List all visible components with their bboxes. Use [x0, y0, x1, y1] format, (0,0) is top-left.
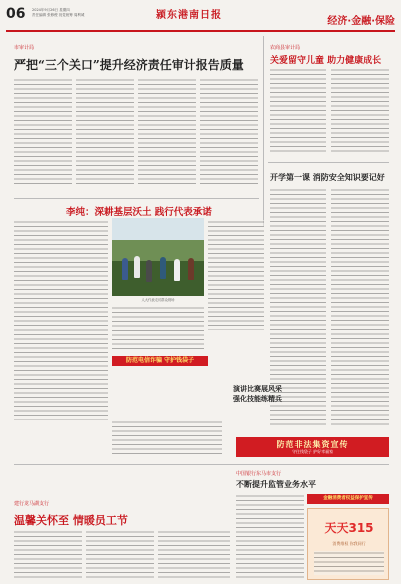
photo-caption: 人大代表走访群众现场: [141, 298, 175, 302]
lichuan-body-col1: [14, 220, 108, 420]
lichuan-headline: 李纯：深耕基层沃土 践行代表承诺: [66, 207, 212, 218]
column-divider: [263, 36, 264, 226]
photo-banner: 防范电信诈骗 守护钱袋子: [112, 356, 208, 366]
header-rule: [6, 30, 395, 32]
issue-date: 2024年9月26日 星期四: [32, 8, 70, 12]
page-number: 06: [6, 6, 26, 22]
person-figure: [134, 256, 140, 278]
notice-subtitle: 守住钱袋子 护好幸福家: [291, 449, 334, 454]
lichuan-body-col2: [112, 306, 204, 352]
lichuan-body-col3: [208, 220, 264, 330]
branch-body-col2: [86, 530, 154, 580]
consumer-rights-ad: [307, 508, 389, 580]
consumer-rights-strip: 金融消费者权益保护宣传: [307, 494, 389, 504]
kids-headline: 关爱留守儿童 助力健康成长: [270, 56, 382, 66]
audit-body-col4: [200, 78, 258, 184]
kids-kicker: 农商县审计局: [270, 45, 301, 51]
speech-headline-2: 强化技能练精兵: [233, 394, 282, 403]
section-divider: [14, 198, 259, 199]
section-divider: [14, 464, 389, 465]
audit-body-col3: [138, 78, 196, 184]
branch-body-col3: [158, 530, 230, 580]
newspaper-logo: 颍东港南日报: [156, 10, 222, 21]
person-figure: [146, 260, 152, 282]
audit-body-col1: [14, 78, 72, 184]
page-header: [6, 6, 395, 28]
fire-body-col2: [331, 188, 389, 428]
person-figure: [174, 259, 180, 281]
audit-headline: 严把“三个关口”提升经济责任审计报告质量: [14, 58, 244, 72]
bank-body-col1: [236, 494, 304, 580]
notice-title: 防范非法集资宣传: [276, 440, 349, 449]
issue-editors: 责任编辑 张修俊 视觉统筹 周利城: [32, 12, 85, 17]
issue-meta: [32, 8, 84, 17]
speech-headline-1: 演讲比赛展风采: [233, 384, 282, 393]
section-title: 经济·金融·保险: [327, 16, 395, 27]
fraud-notice-banner: [236, 437, 389, 457]
speech-body: [112, 420, 222, 456]
person-figure: [160, 257, 166, 279]
ad-body: [314, 551, 384, 575]
branch-headline: 温馨关怀至 情暖员工节: [14, 514, 128, 527]
ad-headline: 天天315: [324, 521, 374, 535]
bank-kicker: 中国银行东马市支行: [236, 471, 282, 477]
person-figure: [188, 258, 194, 280]
person-figure: [122, 258, 128, 280]
lichuan-photo: [112, 218, 204, 296]
fire-safety-headline: 开学第一课 消防安全知识要记好: [270, 172, 385, 182]
section-divider: [268, 162, 389, 163]
audit-body-col2: [76, 78, 134, 184]
branch-body-col1: [14, 530, 82, 580]
bank-headline: 不断提升监管业务水平: [236, 479, 316, 489]
ad-subtitle: 消费维权 你我同行: [332, 541, 366, 546]
audit-kicker: 市审计局: [14, 45, 35, 51]
branch-kicker: 建行龙马湖支行: [14, 501, 50, 507]
kids-body-col2: [331, 68, 389, 154]
kids-body-col1: [270, 68, 326, 154]
